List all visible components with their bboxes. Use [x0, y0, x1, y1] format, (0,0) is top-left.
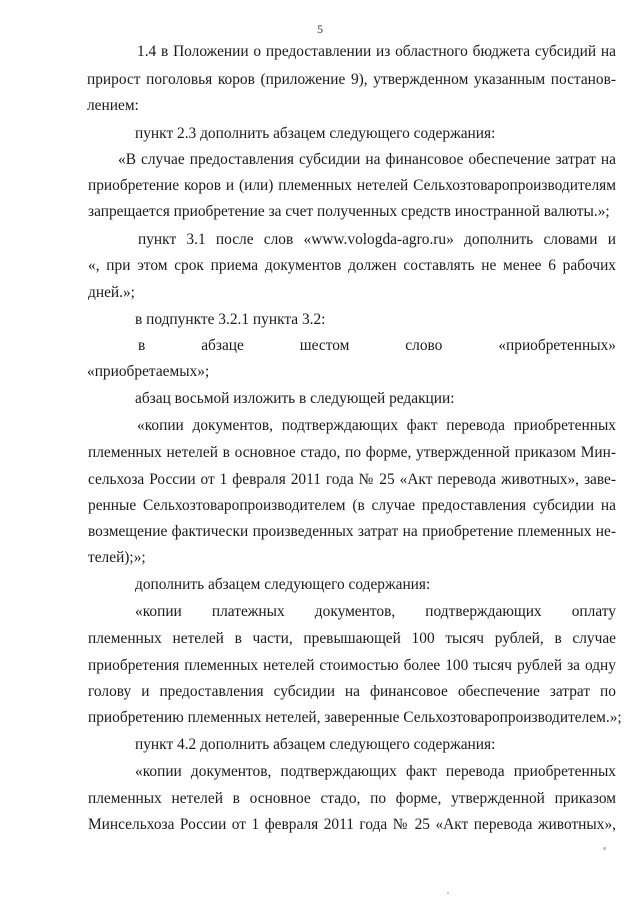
- text-line: «приобретаемых»;: [87, 363, 210, 380]
- text-line: абзац восьмой изложить в следующей редакции:: [135, 390, 455, 407]
- text-line: «копии документов, подтверждающих факт перевода приобретенных: [137, 417, 616, 434]
- text-line: пункт 3.1 после слов «www.vologda-agro.ru» дополнить словами и: [138, 231, 616, 248]
- text-line: племенных нетелей в основное стадо, по форме, утвержденной приказом: [88, 790, 616, 807]
- text-line: приобретения племенных нетелей стоимостью более 100 тысяч рублей за одну: [88, 657, 616, 674]
- text-line: «В случае предоставления субсидии на финансовое обеспечение затрат на: [118, 151, 616, 168]
- text-line: прирост поголовья коров (приложение 9), утвержденном указанным постанов-: [87, 71, 616, 88]
- text-line: сельхоза России от 1 февраля 2011 года № 25 «Акт перевода животных», заве-: [88, 471, 616, 488]
- text-line: дней.»;: [88, 284, 135, 301]
- text-line: пункт 2.3 дополнить абзацем следующего содержания:: [135, 125, 496, 142]
- text-line: в абзаце шестом слово «приобретенных»: [138, 337, 616, 354]
- text-line: приобретение коров и (или) племенных нетелей Сельхозтоваропроизводителям: [88, 177, 616, 194]
- text-line: запрещается приобретение за счет полученных средств иностранной валюты.»;: [88, 203, 610, 220]
- text-line: пункт 4.2 дополнить абзацем следующего содержания:: [135, 736, 496, 753]
- scan-speck: [447, 892, 449, 894]
- page-number: 5: [317, 22, 323, 36]
- text-line: «копии документов, подтверждающих факт перевода приобретенных: [135, 763, 616, 780]
- text-line: приобретению племенных нетелей, заверенные Сельхозтоваропроизводителем.»;: [88, 709, 622, 726]
- text-line: Минсельхоза России от 1 февраля 2011 года № 25 «Акт перевода животных»,: [88, 816, 616, 833]
- text-line: племенных нетелей в основное стадо, по форме, утвержденной приказом Мин-: [88, 444, 616, 461]
- text-line: 1.4 в Положении о предоставлении из областного бюджета субсидий на: [137, 43, 616, 60]
- text-line: «, при этом срок приема документов должен составлять не менее 6 рабочих: [88, 257, 616, 274]
- text-line: лением:: [87, 97, 139, 114]
- text-line: голову и предоставления субсидии на финансовое обеспечение затрат по: [88, 683, 616, 700]
- text-line: ренные Сельхозтоваропроизводителем (в случае предоставления субсидии на: [88, 497, 616, 514]
- text-line: телей);»;: [88, 549, 146, 566]
- text-line: возмещение фактически произведенных затрат на приобретение племенных не-: [88, 523, 616, 540]
- text-line: в подпункте 3.2.1 пункта 3.2:: [135, 311, 326, 328]
- scan-speck: [603, 847, 606, 850]
- text-line: дополнить абзацем следующего содержания:: [135, 576, 431, 593]
- text-line: племенных нетелей в части, превышающей 100 тысяч рублей, в случае: [88, 630, 616, 647]
- text-line: «копии платежных документов, подтверждающих оплату: [135, 603, 616, 620]
